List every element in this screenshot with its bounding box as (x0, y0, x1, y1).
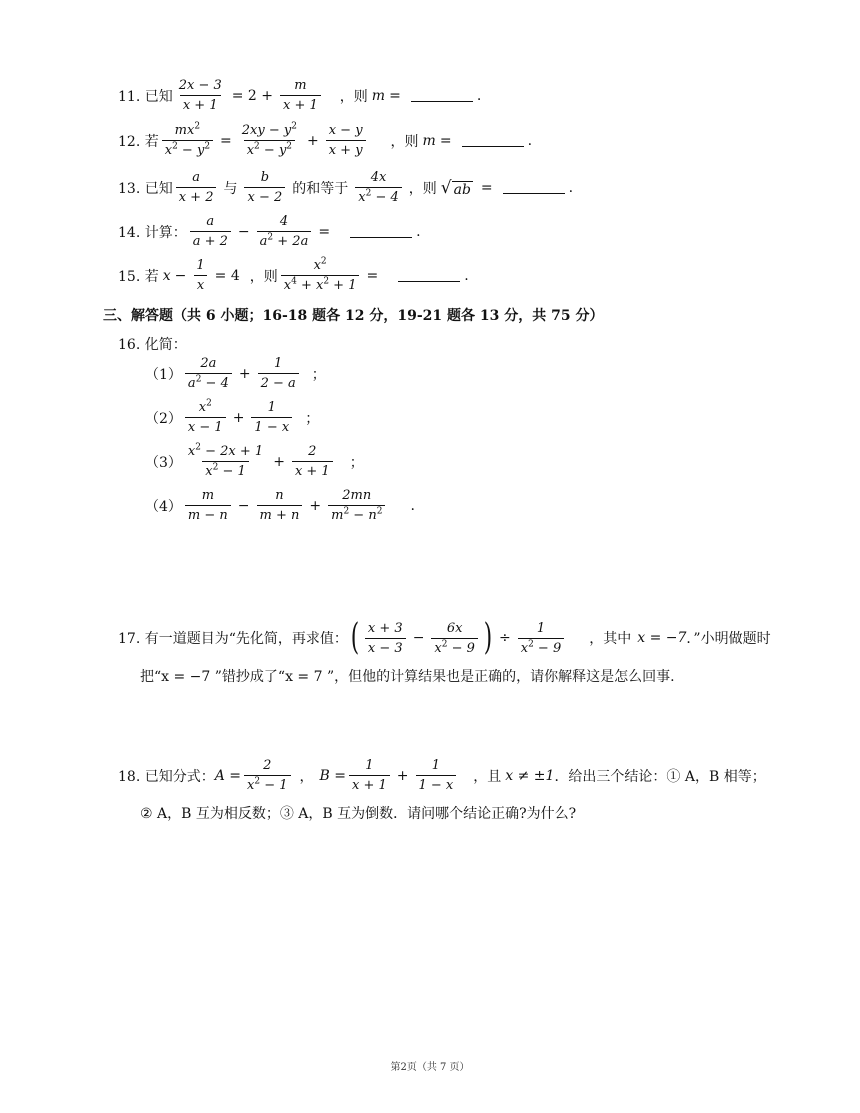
question-15: 15. 若 x − $\frac{1}{x}$ = 4 ，则 $\frac{x^2}{x^4 + x^2 + 1}$ = . (118, 256, 469, 293)
fraction: $\frac{m}{m - n}$ (185, 488, 231, 523)
question-16-part-2: （2） $\frac{x^2}{x - 1}$ + $\frac{1}{1 - x}$ ； (145, 398, 320, 435)
fraction: $\frac{x + 3}{x - 3}$ (365, 621, 406, 656)
sqrt: √ ab (440, 177, 471, 198)
fraction: $\frac{2mn}{m^2 - n^2}$ (328, 488, 385, 523)
fraction: $\frac{2xy - y^2}{x^2 - y^2}$ (241, 121, 297, 158)
question-18: 18. 已知分式： A = $\frac{2}{x^2 - 1}$ ， B = $\frac{1}{x + 1}$ + $\frac{1}{1 - x}$ ，且 x ≠ ±1 ．给出三个结论：① A，B 相等； (118, 758, 766, 793)
fraction: $\frac{4x}{x^2 - 4}$ (355, 170, 402, 205)
question-18-line-2: ② A，B 互为相反数；③ A，B 互为倒数．请问哪个结论正确?为什么? (140, 806, 577, 822)
question-13: 13. 已知 $\frac{a}{x + 2}$ 与 $\frac{b}{x - 2}$ 的和等于 $\frac{4x}{x^2 - 4}$ ，则 √ ab = . (118, 170, 574, 205)
fraction: $\frac{n}{m + n}$ (257, 488, 303, 523)
fraction: $\frac{1}{x + 1}$ (349, 758, 390, 793)
answer-blank[interactable] (503, 181, 565, 194)
fraction: $\frac{mx^2}{x^2 - y^2}$ (162, 123, 213, 158)
answer-blank[interactable] (350, 225, 412, 238)
fraction: $\frac{x - y}{x + y}$ (326, 123, 366, 158)
fraction: $\frac{2}{x + 1}$ (292, 444, 333, 479)
fraction: $\frac{2x - 3}{x + 1}$ (178, 78, 222, 113)
fraction: $\frac{1}{x^2 - 9}$ (518, 621, 565, 656)
question-17: 17. 有一道题目为“先化简，再求值： ( $\frac{x + 3}{x - 3}$ − $\frac{6x}{x^2 - 9}$ ) ÷ $\frac{1}{x^2 - 9}$ ，其中 x = −7 ．”小明做题时 (118, 617, 771, 658)
page-footer: 第2页（共 7 页） (390, 1062, 470, 1073)
question-16: 16. 化简： (118, 337, 187, 353)
fraction: $\frac{1}{x}$ (193, 258, 207, 293)
fraction: $\frac{2a}{a^2 - 4}$ (185, 356, 232, 391)
fraction: $\frac{2}{x^2 - 1}$ (244, 758, 291, 793)
fraction: $\frac{1}{1 - x}$ (251, 400, 292, 435)
fraction: $\frac{1}{1 - x}$ (416, 758, 457, 793)
fraction: $\frac{x^2 - 2x + 1}{x^2 - 1}$ (187, 442, 264, 479)
fraction: $\frac{x^2}{x^4 + x^2 + 1}$ (281, 258, 360, 293)
answer-blank[interactable] (462, 134, 524, 147)
fraction: $\frac{6x}{x^2 - 9}$ (431, 621, 478, 656)
section-heading: 三、解答题（共 6 小题；16-18 题各 12 分，19-21 题各 13 分，共 75 分） (103, 308, 604, 324)
question-12: 12. 若 $\frac{mx^2}{x^2 - y^2}$ = $\frac{2xy - y^2}{x^2 - y^2}$ + $\frac{x - y}{x + y}$ ，则 m = . (118, 121, 533, 158)
question-16-part-3: （3） $\frac{x^2 - 2x + 1}{x^2 - 1}$ + $\frac{2}{x + 1}$ ； (145, 442, 364, 479)
fraction: $\frac{x^2}{x - 1}$ (185, 400, 226, 435)
answer-blank[interactable] (411, 89, 473, 102)
question-16-part-1: （1） $\frac{2a}{a^2 - 4}$ + $\frac{1}{2 - a}$ ； (145, 356, 326, 391)
fraction: $\frac{a}{x + 2}$ (176, 170, 217, 205)
question-16-part-4: （4） $\frac{m}{m - n}$ − $\frac{n}{m + n}$ + $\frac{2mn}{m^2 - n^2}$ . (145, 488, 415, 523)
question-14: 14. 计算： $\frac{a}{a + 2}$ − $\frac{4}{a^2 + 2a}$ = . (118, 214, 421, 249)
answer-blank[interactable] (398, 269, 460, 282)
fraction: $\frac{4}{a^2 + 2a}$ (257, 214, 312, 249)
fraction: $\frac{a}{a + 2}$ (190, 214, 231, 249)
fraction: $\frac{m}{x + 1}$ (280, 78, 321, 113)
fraction: $\frac{1}{2 - a}$ (258, 356, 299, 391)
question-17-line-2: 把“x = −7 ”错抄成了“x = 7 ”，但他的计算结果也是正确的，请你解释这是怎么回事. (140, 669, 675, 685)
question-11: 11. 已知 $\frac{2x - 3}{x + 1}$ = 2 + $\frac{m}{x + 1}$ ，则 m = . (118, 78, 482, 113)
fraction: $\frac{b}{x - 2}$ (244, 170, 285, 205)
